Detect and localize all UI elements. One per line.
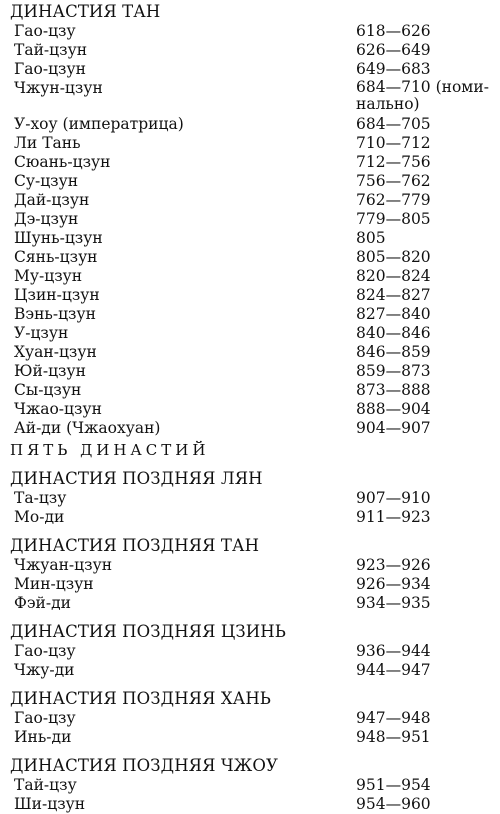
ruler-name: Юй-цзун bbox=[14, 362, 86, 380]
ruler-name: Сянь-цзун bbox=[14, 248, 98, 266]
ruler-name: Ли Тань bbox=[14, 134, 81, 152]
ruler-name: Хуан-цзун bbox=[14, 343, 97, 361]
table-row bbox=[10, 191, 490, 210]
reign-years: 926—934 bbox=[356, 575, 431, 593]
table-row bbox=[10, 134, 490, 153]
table-row bbox=[10, 324, 490, 343]
section-title: ДИНАСТИЯ ПОЗДНЯЯ ЛЯН bbox=[10, 469, 263, 488]
table-row bbox=[10, 556, 490, 575]
table-row bbox=[10, 709, 490, 728]
table-row bbox=[10, 22, 490, 41]
reign-years: 944—947 bbox=[356, 661, 431, 679]
reign-years: 888—904 bbox=[356, 400, 431, 418]
ruler-name: Цзин-цзун bbox=[14, 286, 100, 304]
ruler-name: Тай-цзун bbox=[14, 41, 88, 59]
table-row bbox=[10, 508, 490, 527]
table-row bbox=[10, 343, 490, 362]
table-row bbox=[10, 60, 490, 79]
reign-years: 805 bbox=[356, 229, 386, 247]
reign-years: 762—779 bbox=[356, 191, 431, 209]
section-later-han bbox=[10, 689, 490, 747]
section-later-liang bbox=[10, 469, 490, 527]
ruler-name: Му-цзун bbox=[14, 267, 83, 285]
ruler-name: Мин-цзун bbox=[14, 575, 94, 593]
reign-years: 951—954 bbox=[356, 776, 431, 794]
table-row bbox=[10, 362, 490, 381]
table-row bbox=[10, 728, 490, 747]
section-title: ДИНАСТИЯ ПОЗДНЯЯ ЧЖОУ bbox=[10, 756, 279, 775]
reign-years: 827—840 bbox=[356, 305, 431, 323]
ruler-name: Дай-цзун bbox=[14, 191, 90, 209]
ruler-name: Вэнь-цзун bbox=[14, 305, 96, 323]
reign-years: 684—705 bbox=[356, 115, 431, 133]
ruler-name: Мо-ди bbox=[14, 508, 65, 526]
table-row bbox=[10, 419, 490, 438]
reign-years: 840—846 bbox=[356, 324, 431, 342]
table-row bbox=[10, 210, 490, 229]
reign-years: 907—910 bbox=[356, 489, 431, 507]
reign-years: 954—960 bbox=[356, 795, 431, 813]
ruler-name: Чжуан-цзун bbox=[14, 556, 113, 574]
section-later-tang bbox=[10, 536, 490, 613]
section-later-zhou bbox=[10, 756, 490, 814]
table-row bbox=[10, 661, 490, 680]
ruler-name: Су-цзун bbox=[14, 172, 79, 190]
table-row bbox=[10, 594, 490, 613]
table-row bbox=[10, 79, 490, 115]
reign-years: 948—951 bbox=[356, 728, 431, 746]
ruler-name: Та-цзу bbox=[14, 489, 67, 507]
section-title: ДИНАСТИЯ ПОЗДНЯЯ ХАНЬ bbox=[10, 689, 272, 708]
reign-years: 904—907 bbox=[356, 419, 431, 437]
reign-years: 649—683 bbox=[356, 60, 431, 78]
ruler-name: Дэ-цзун bbox=[14, 210, 79, 228]
section-tang bbox=[10, 2, 490, 438]
ruler-name: Гао-цзу bbox=[14, 642, 76, 660]
dynasty-table-page bbox=[10, 2, 490, 814]
reign-years: 805—820 bbox=[356, 248, 431, 266]
table-row bbox=[10, 305, 490, 324]
table-row bbox=[10, 229, 490, 248]
table-row bbox=[10, 776, 490, 795]
table-row bbox=[10, 248, 490, 267]
reign-years: 947—948 bbox=[356, 709, 431, 727]
ruler-name: Чжу-ди bbox=[14, 661, 75, 679]
ruler-name: Гао-цзу bbox=[14, 22, 76, 40]
reign-years: 923—926 bbox=[356, 556, 431, 574]
ruler-name: Сюань-цзун bbox=[14, 153, 111, 171]
ruler-name: Тай-цзу bbox=[14, 776, 77, 794]
table-row bbox=[10, 575, 490, 594]
ruler-name: У-цзун bbox=[14, 324, 69, 342]
ruler-name: Инь-ди bbox=[14, 728, 72, 746]
reign-years: 911—923 bbox=[356, 508, 431, 526]
table-row bbox=[10, 286, 490, 305]
table-row bbox=[10, 795, 490, 814]
reign-years: 859—873 bbox=[356, 362, 431, 380]
reign-years: 779—805 bbox=[356, 210, 431, 228]
reign-years: 846—859 bbox=[356, 343, 431, 361]
ruler-name: Фэй-ди bbox=[14, 594, 71, 612]
five-dynasties-heading: ПЯТЬ ДИНАСТИЙ bbox=[10, 441, 210, 459]
table-row bbox=[10, 400, 490, 419]
section-title: ДИНАСТИЯ ТАН bbox=[10, 2, 161, 21]
section-title: ДИНАСТИЯ ПОЗДНЯЯ ЦЗИНЬ bbox=[10, 622, 286, 641]
ruler-name: Гао-цзу bbox=[14, 709, 76, 727]
ruler-name: Сы-цзун bbox=[14, 381, 82, 399]
table-row bbox=[10, 172, 490, 191]
table-row bbox=[10, 153, 490, 172]
table-row bbox=[10, 115, 490, 134]
ruler-name: Ши-цзун bbox=[14, 795, 86, 813]
section-title: ДИНАСТИЯ ПОЗДНЯЯ ТАН bbox=[10, 536, 260, 555]
reign-years: 712—756 bbox=[356, 153, 431, 171]
ruler-name: У-хоу (императрица) bbox=[14, 115, 184, 133]
reign-years: 824—827 bbox=[356, 286, 431, 304]
table-row bbox=[10, 267, 490, 286]
table-row bbox=[10, 41, 490, 60]
reign-years: 820—824 bbox=[356, 267, 431, 285]
ruler-name: Чжун-цзун bbox=[14, 79, 103, 97]
reign-years: 873—888 bbox=[356, 381, 431, 399]
table-row bbox=[10, 381, 490, 400]
tang-rows bbox=[10, 22, 490, 438]
section-later-jin bbox=[10, 622, 490, 680]
ruler-name: Гао-цзун bbox=[14, 60, 86, 78]
reign-years: 756—762 bbox=[356, 172, 431, 190]
reign-years: 936—944 bbox=[356, 642, 431, 660]
table-row bbox=[10, 489, 490, 508]
table-row bbox=[10, 642, 490, 661]
reign-years: 710—712 bbox=[356, 134, 431, 152]
reign-years: 618—626 bbox=[356, 22, 431, 40]
ruler-name: Ай-ди (Чжаохуан) bbox=[14, 419, 161, 437]
ruler-name: Шунь-цзун bbox=[14, 229, 103, 247]
reign-years: 626—649 bbox=[356, 41, 431, 59]
reign-years: 934—935 bbox=[356, 594, 431, 612]
reign-years: 684—710 (номи- нально) bbox=[356, 78, 489, 113]
ruler-name: Чжао-цзун bbox=[14, 400, 102, 418]
